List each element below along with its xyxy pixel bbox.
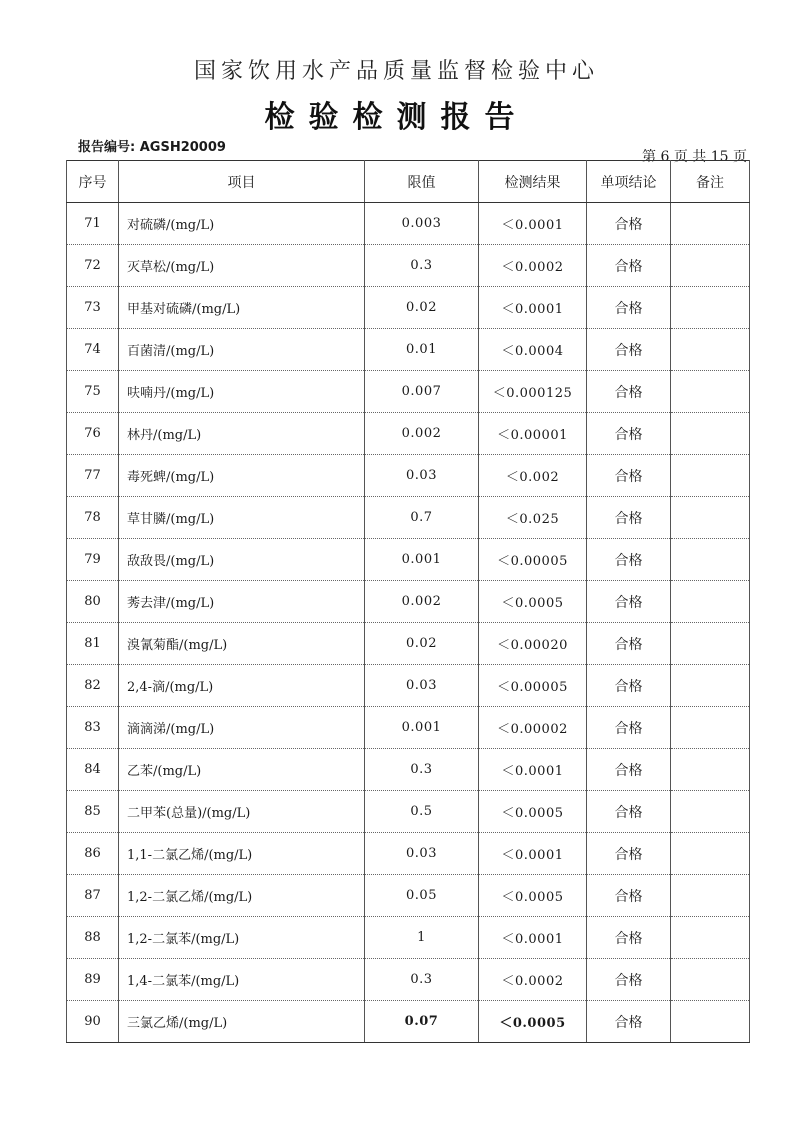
- row-conclusion: 合格: [587, 833, 671, 875]
- row-seq: 88: [67, 917, 119, 959]
- table-row: [67, 623, 750, 665]
- row-note: [671, 833, 750, 875]
- row-conclusion: 合格: [587, 665, 671, 707]
- page-indicator: 第 6 页 共 15 页: [642, 149, 747, 165]
- row-result: ＜0.0005: [479, 581, 587, 623]
- row-conclusion: 合格: [587, 623, 671, 665]
- row-item: 呋喃丹/(mg/L): [119, 371, 365, 413]
- row-conclusion: 合格: [587, 245, 671, 287]
- row-item: 敌敌畏/(mg/L): [119, 539, 365, 581]
- row-note: [671, 665, 750, 707]
- row-seq: 80: [67, 581, 119, 623]
- row-note: [671, 623, 750, 665]
- column-header-result: 检测结果: [479, 161, 587, 203]
- table-row: [67, 917, 750, 959]
- row-seq: 76: [67, 413, 119, 455]
- row-conclusion: 合格: [587, 371, 671, 413]
- row-conclusion: 合格: [587, 497, 671, 539]
- row-note: [671, 1001, 750, 1043]
- row-seq: 86: [67, 833, 119, 875]
- row-conclusion: 合格: [587, 329, 671, 371]
- row-conclusion: 合格: [587, 203, 671, 245]
- row-conclusion: 合格: [587, 917, 671, 959]
- table-row: [67, 413, 750, 455]
- row-seq: 90: [67, 1001, 119, 1043]
- row-seq: 89: [67, 959, 119, 1001]
- row-result: ＜0.0001: [479, 287, 587, 329]
- row-result: ＜0.002: [479, 455, 587, 497]
- row-limit: 0.3: [365, 749, 479, 791]
- row-seq: 73: [67, 287, 119, 329]
- organization-name: 国家饮用水产品质量监督检验中心: [193, 59, 599, 84]
- row-limit: 0.01: [365, 329, 479, 371]
- row-result: ＜0.025: [479, 497, 587, 539]
- row-item: 百菌清/(mg/L): [119, 329, 365, 371]
- row-limit: 0.001: [365, 707, 479, 749]
- row-item: 乙苯/(mg/L): [119, 749, 365, 791]
- row-limit: 0.007: [365, 371, 479, 413]
- row-note: [671, 875, 750, 917]
- row-conclusion: 合格: [587, 455, 671, 497]
- row-item: 1,2-二氯乙烯/(mg/L): [119, 875, 365, 917]
- row-limit: 0.002: [365, 413, 479, 455]
- row-seq: 85: [67, 791, 119, 833]
- row-limit: 0.003: [365, 203, 479, 245]
- row-limit: 0.3: [365, 245, 479, 287]
- row-note: [671, 203, 750, 245]
- row-result: ＜0.0005: [479, 791, 587, 833]
- row-limit: 0.02: [365, 623, 479, 665]
- table-body: [67, 203, 750, 1043]
- table-row: [67, 1001, 750, 1043]
- row-note: [671, 329, 750, 371]
- row-item: 林丹/(mg/L): [119, 413, 365, 455]
- row-conclusion: 合格: [587, 791, 671, 833]
- row-result: ＜0.0001: [479, 749, 587, 791]
- row-conclusion: 合格: [587, 413, 671, 455]
- table-row: [67, 203, 750, 245]
- report-title: 检验检测报告: [264, 100, 529, 135]
- row-item: 溴氰菊酯/(mg/L): [119, 623, 365, 665]
- row-note: [671, 959, 750, 1001]
- row-note: [671, 413, 750, 455]
- row-note: [671, 245, 750, 287]
- row-result: ＜0.0001: [479, 833, 587, 875]
- table-row: [67, 875, 750, 917]
- row-seq: 87: [67, 875, 119, 917]
- row-note: [671, 917, 750, 959]
- row-limit: 0.03: [365, 455, 479, 497]
- row-seq: 84: [67, 749, 119, 791]
- table-row: [67, 497, 750, 539]
- report-number: 报告编号: AGSH20009: [78, 140, 226, 155]
- table-row: [67, 287, 750, 329]
- row-result: ＜0.0005: [479, 1001, 587, 1043]
- table-row: [67, 371, 750, 413]
- row-result: ＜0.0002: [479, 959, 587, 1001]
- row-result: ＜0.00002: [479, 707, 587, 749]
- row-limit: 0.03: [365, 665, 479, 707]
- column-header-limit: 限值: [365, 161, 479, 203]
- row-result: ＜0.00001: [479, 413, 587, 455]
- row-seq: 83: [67, 707, 119, 749]
- row-result: ＜0.0002: [479, 245, 587, 287]
- table-row: [67, 455, 750, 497]
- row-result: ＜0.00005: [479, 539, 587, 581]
- row-seq: 71: [67, 203, 119, 245]
- row-note: [671, 791, 750, 833]
- row-item: 滴滴涕/(mg/L): [119, 707, 365, 749]
- row-limit: 0.05: [365, 875, 479, 917]
- row-item: 灭草松/(mg/L): [119, 245, 365, 287]
- row-limit: 0.3: [365, 959, 479, 1001]
- table-row: [67, 245, 750, 287]
- row-seq: 74: [67, 329, 119, 371]
- row-result: ＜0.0001: [479, 917, 587, 959]
- row-note: [671, 371, 750, 413]
- row-limit: 0.002: [365, 581, 479, 623]
- row-seq: 77: [67, 455, 119, 497]
- row-seq: 75: [67, 371, 119, 413]
- row-item: 毒死蜱/(mg/L): [119, 455, 365, 497]
- row-limit: 1: [365, 917, 479, 959]
- table-header-row: [67, 161, 750, 203]
- row-item: 1,2-二氯苯/(mg/L): [119, 917, 365, 959]
- row-seq: 81: [67, 623, 119, 665]
- table-row: [67, 581, 750, 623]
- column-header-note: 备注: [671, 161, 750, 203]
- row-seq: 78: [67, 497, 119, 539]
- row-note: [671, 287, 750, 329]
- row-limit: 0.001: [365, 539, 479, 581]
- table-row: [67, 959, 750, 1001]
- row-result: ＜0.0001: [479, 203, 587, 245]
- column-header-seq: 序号: [67, 161, 119, 203]
- row-note: [671, 497, 750, 539]
- row-note: [671, 749, 750, 791]
- row-result: ＜0.00005: [479, 665, 587, 707]
- row-item: 三氯乙烯/(mg/L): [119, 1001, 365, 1043]
- row-conclusion: 合格: [587, 287, 671, 329]
- row-conclusion: 合格: [587, 749, 671, 791]
- row-result: ＜0.0005: [479, 875, 587, 917]
- row-limit: 0.03: [365, 833, 479, 875]
- column-header-conclusion: 单项结论: [587, 161, 671, 203]
- row-note: [671, 581, 750, 623]
- row-item: 对硫磷/(mg/L): [119, 203, 365, 245]
- table-row: [67, 329, 750, 371]
- row-note: [671, 539, 750, 581]
- row-item: 莠去津/(mg/L): [119, 581, 365, 623]
- row-note: [671, 707, 750, 749]
- table-row: [67, 833, 750, 875]
- row-limit: 0.5: [365, 791, 479, 833]
- row-conclusion: 合格: [587, 707, 671, 749]
- row-conclusion: 合格: [587, 581, 671, 623]
- column-header-item: 项目: [119, 161, 365, 203]
- results-table: [66, 160, 750, 1043]
- table-row: [67, 539, 750, 581]
- row-item: 甲基对硫磷/(mg/L): [119, 287, 365, 329]
- table-row: [67, 749, 750, 791]
- table-row: [67, 791, 750, 833]
- row-result: ＜0.000125: [479, 371, 587, 413]
- row-item: 草甘膦/(mg/L): [119, 497, 365, 539]
- row-limit: 0.7: [365, 497, 479, 539]
- row-limit: 0.07: [365, 1001, 479, 1043]
- row-item: 2,4-滴/(mg/L): [119, 665, 365, 707]
- row-seq: 79: [67, 539, 119, 581]
- row-result: ＜0.00020: [479, 623, 587, 665]
- row-conclusion: 合格: [587, 959, 671, 1001]
- row-seq: 72: [67, 245, 119, 287]
- row-result: ＜0.0004: [479, 329, 587, 371]
- row-conclusion: 合格: [587, 539, 671, 581]
- row-seq: 82: [67, 665, 119, 707]
- row-note: [671, 455, 750, 497]
- row-conclusion: 合格: [587, 1001, 671, 1043]
- table-row: [67, 707, 750, 749]
- table-row: [67, 665, 750, 707]
- row-item: 1,1-二氯乙烯/(mg/L): [119, 833, 365, 875]
- row-conclusion: 合格: [587, 875, 671, 917]
- row-item: 二甲苯(总量)/(mg/L): [119, 791, 365, 833]
- row-limit: 0.02: [365, 287, 479, 329]
- row-item: 1,4-二氯苯/(mg/L): [119, 959, 365, 1001]
